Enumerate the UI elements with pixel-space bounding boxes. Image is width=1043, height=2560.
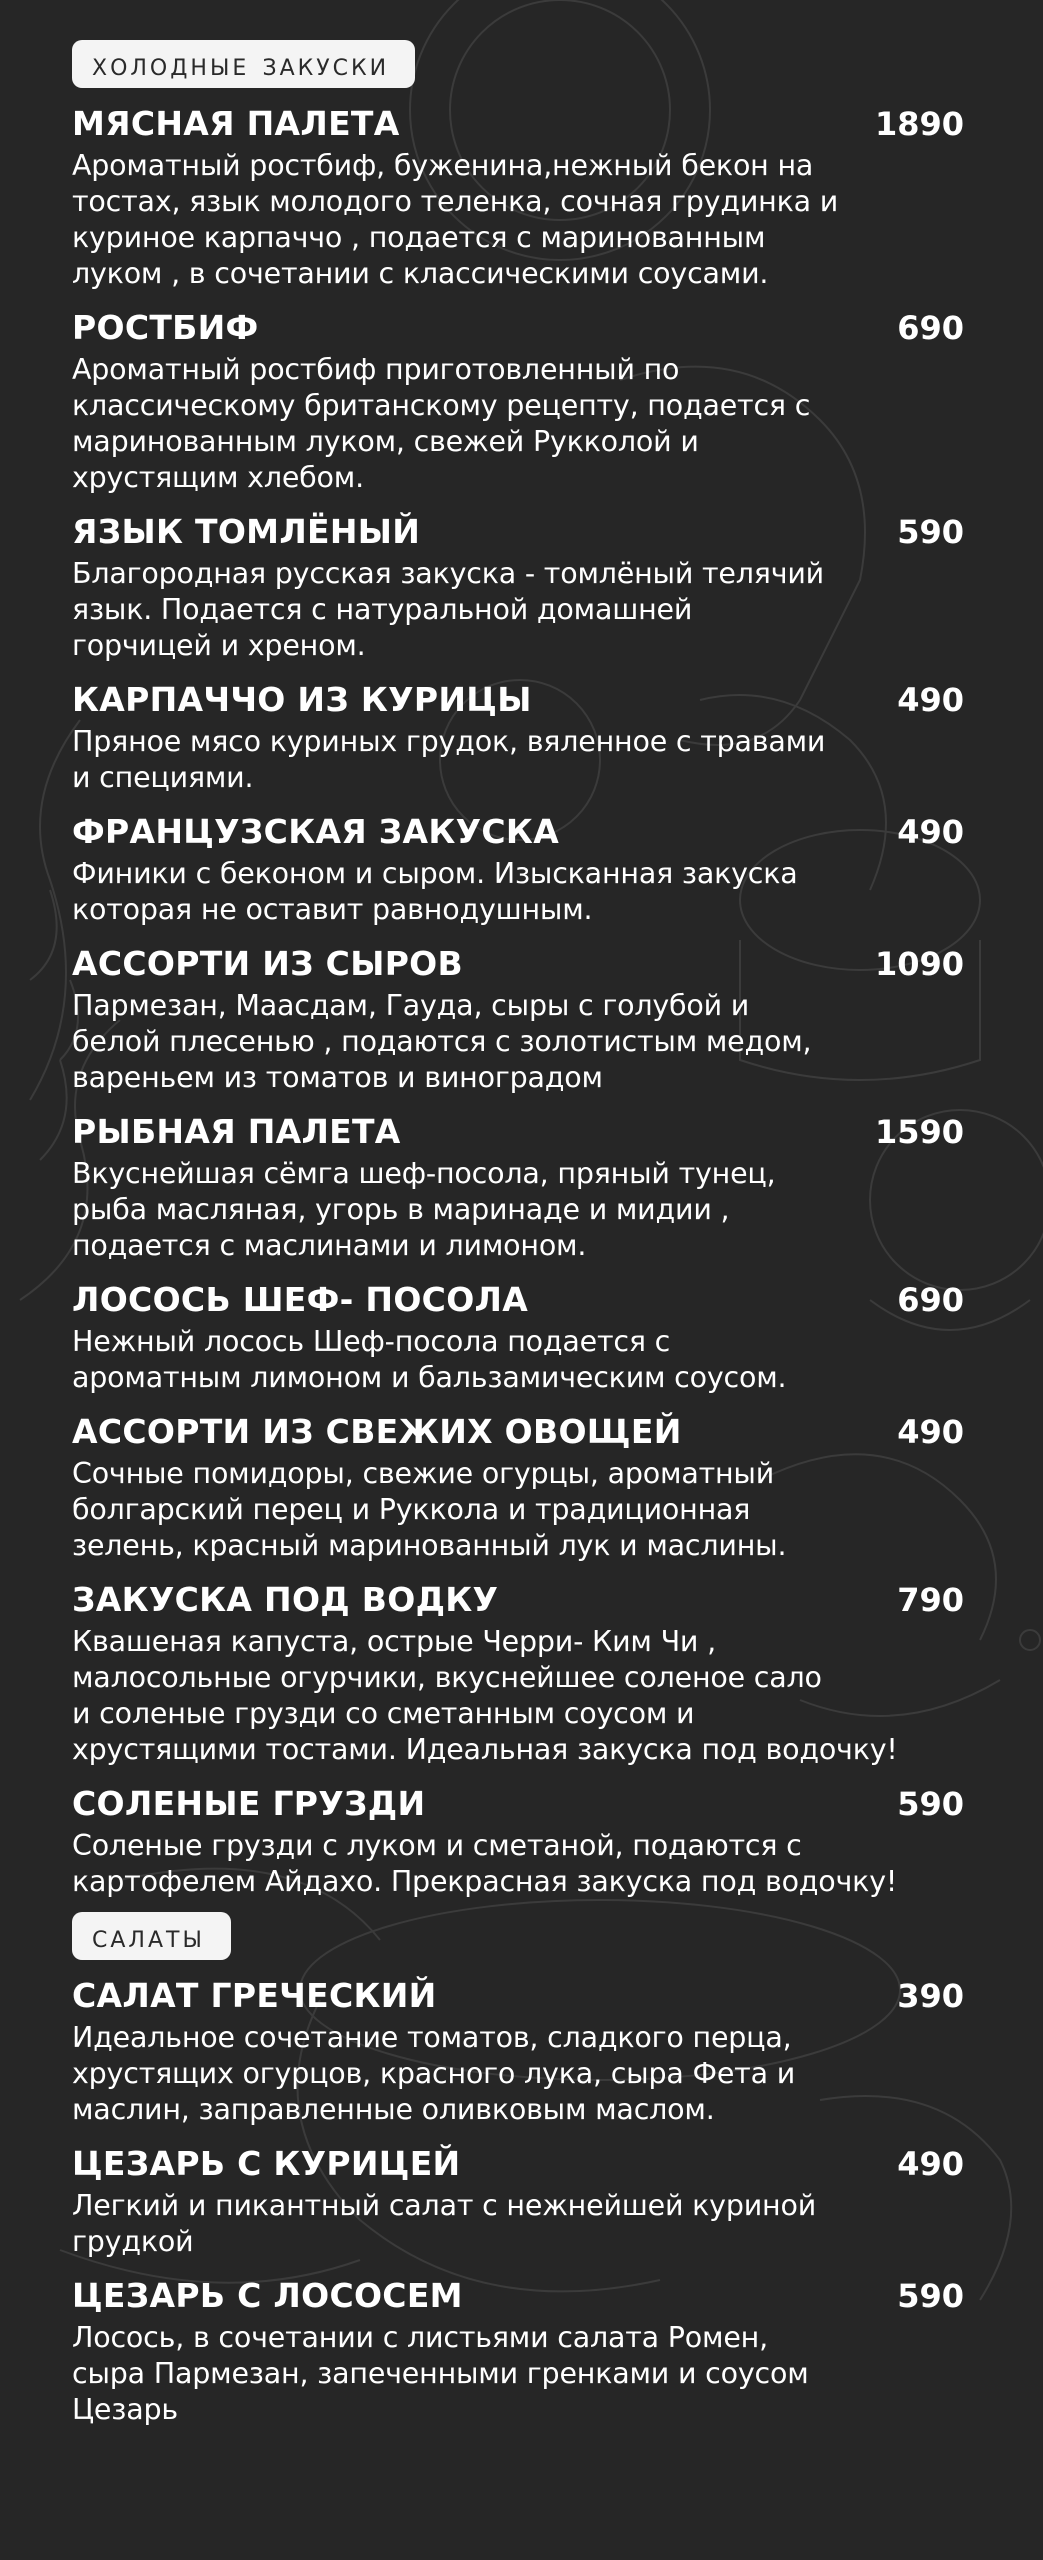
menu-item-description: Сочные помидоры, свежие огурцы, ароматный болгарский перец и Руккола и традиционная зелень, красный маринованный лук и маслины. <box>72 1457 787 1562</box>
menu-item-header <box>72 104 964 148</box>
menu-item <box>72 812 964 928</box>
menu-item-description: Благородная русская закуска - томлёный телячий язык. Подается с натуральной домашней горчицей и хреном. <box>72 557 824 662</box>
menu-item-header <box>72 680 964 724</box>
menu-item-name: ЗАКУСКА ПОД ВОДКУ <box>72 1580 499 1619</box>
menu-item-price: 690 <box>897 1281 964 1319</box>
menu-item-header <box>72 308 964 352</box>
menu-item-description: Ароматный ростбиф приготовленный по классическому британскому рецепту, подается с маринованным луком, свежей Рукколой и хрустящим хлебом. <box>72 353 811 494</box>
section-title: холодные закуски <box>72 40 415 88</box>
menu-item <box>72 1280 964 1396</box>
menu-item-price: 1890 <box>874 105 964 143</box>
menu <box>72 40 964 2428</box>
menu-item-description: Финики с беконом и сыром. Изысканная закуска которая не оставит равнодушным. <box>72 857 798 926</box>
menu-item-price: 490 <box>897 813 964 851</box>
menu-item-name: АССОРТИ ИЗ СЫРОВ <box>72 944 463 983</box>
menu-item-header <box>72 1784 964 1828</box>
menu-item-description: Идеальное сочетание томатов, сладкого перца, хрустящих огурцов, красного лука, сыра Фета и маслин, заправленные оливковым маслом. <box>72 2021 796 2126</box>
menu-item-description: Соленые грузди с луком и сметаной, подаются с картофелем Айдахо. Прекрасная закуска под водочку! <box>72 1829 898 1898</box>
menu-item-name: САЛАТ ГРЕЧЕСКИЙ <box>72 1976 437 2015</box>
menu-item-price: 790 <box>897 1581 964 1619</box>
menu-item <box>72 2144 964 2260</box>
menu-item-price: 490 <box>897 681 964 719</box>
menu-item-price: 1590 <box>874 1113 964 1151</box>
menu-item-header <box>72 944 964 988</box>
menu-item-name: РОСТБИФ <box>72 308 259 347</box>
menu-item-name: ЦЕЗАРЬ С ЛОСОСЕМ <box>72 2276 463 2315</box>
menu-item-header <box>72 2144 964 2188</box>
menu-item-description: Пряное мясо куриных грудок, вяленное с травами и специями. <box>72 725 826 794</box>
menu-item-description: Квашеная капуста, острые Черри- Ким Чи , малосольные огурчики, вкуснейшее соленое сало и соленые грузди со сметанным соусом и хрустящими тостами. Идеальная закуска под водочку! <box>72 1625 898 1766</box>
menu-item-price: 590 <box>897 513 964 551</box>
menu-item-header <box>72 1112 964 1156</box>
menu-item <box>72 680 964 796</box>
menu-item-name: ЛОСОСЬ ШЕФ- ПОСОЛА <box>72 1280 529 1319</box>
menu-item <box>72 1976 964 2128</box>
menu-item-header <box>72 512 964 556</box>
menu-item-description: Легкий и пикантный салат с нежнейшей куриной грудкой <box>72 2189 817 2258</box>
menu-item-header <box>72 812 964 856</box>
menu-item-name: АССОРТИ ИЗ СВЕЖИХ ОВОЩЕЙ <box>72 1412 682 1451</box>
menu-item-name: СОЛЕНЫЕ ГРУЗДИ <box>72 1784 426 1823</box>
menu-item-price: 590 <box>897 1785 964 1823</box>
menu-item-price: 390 <box>897 1977 964 2015</box>
menu-item-price: 590 <box>897 2277 964 2315</box>
menu-item <box>72 944 964 1096</box>
menu-item <box>72 2276 964 2428</box>
menu-item-price: 490 <box>897 1413 964 1451</box>
section-title: салаты <box>72 1912 231 1960</box>
menu-item-description: Лосось, в сочетании с листьями салата Ромен, сыра Пармезан, запеченными гренками и соусом Цезарь <box>72 2321 809 2426</box>
menu-item-name: КАРПАЧЧО ИЗ КУРИЦЫ <box>72 680 532 719</box>
menu-item <box>72 308 964 496</box>
menu-item-description: Пармезан, Маасдам, Гауда, сыры с голубой и белой плесенью , подаются с золотистым медом, вареньем из томатов и виноградом <box>72 989 812 1094</box>
menu-item-price: 690 <box>897 309 964 347</box>
menu-item-name: РЫБНАЯ ПАЛЕТА <box>72 1112 401 1151</box>
menu-item <box>72 104 964 292</box>
menu-item <box>72 512 964 664</box>
menu-item-description: Ароматный ростбиф, буженина,нежный бекон на тостах, язык молодого теленка, сочная грудинка и куриное карпаччо , подается с маринованным луком , в сочетании с классическими соусами. <box>72 149 839 290</box>
menu-item-header <box>72 1580 964 1624</box>
menu-item <box>72 1412 964 1564</box>
menu-item-header <box>72 2276 964 2320</box>
menu-item <box>72 1112 964 1264</box>
menu-item-price: 1090 <box>874 945 964 983</box>
menu-item-name: ЯЗЫК ТОМЛЁНЫЙ <box>72 512 421 551</box>
menu-item-header <box>72 1280 964 1324</box>
menu-item-header <box>72 1976 964 2020</box>
menu-item-name: МЯСНАЯ ПАЛЕТА <box>72 104 400 143</box>
menu-item-description: Нежный лосось Шеф-посола подается с ароматным лимоном и бальзамическим соусом. <box>72 1325 787 1394</box>
menu-item <box>72 1784 964 1900</box>
menu-item <box>72 1580 964 1768</box>
menu-item-description: Вкуснейшая сёмга шеф-посола, пряный тунец, рыба масляная, угорь в маринаде и мидии , подается с маслинами и лимоном. <box>72 1157 776 1262</box>
menu-item-name: ФРАНЦУЗСКАЯ ЗАКУСКА <box>72 812 560 851</box>
menu-item-name: ЦЕЗАРЬ С КУРИЦЕЙ <box>72 2144 461 2183</box>
menu-item-price: 490 <box>897 2145 964 2183</box>
menu-item-header <box>72 1412 964 1456</box>
